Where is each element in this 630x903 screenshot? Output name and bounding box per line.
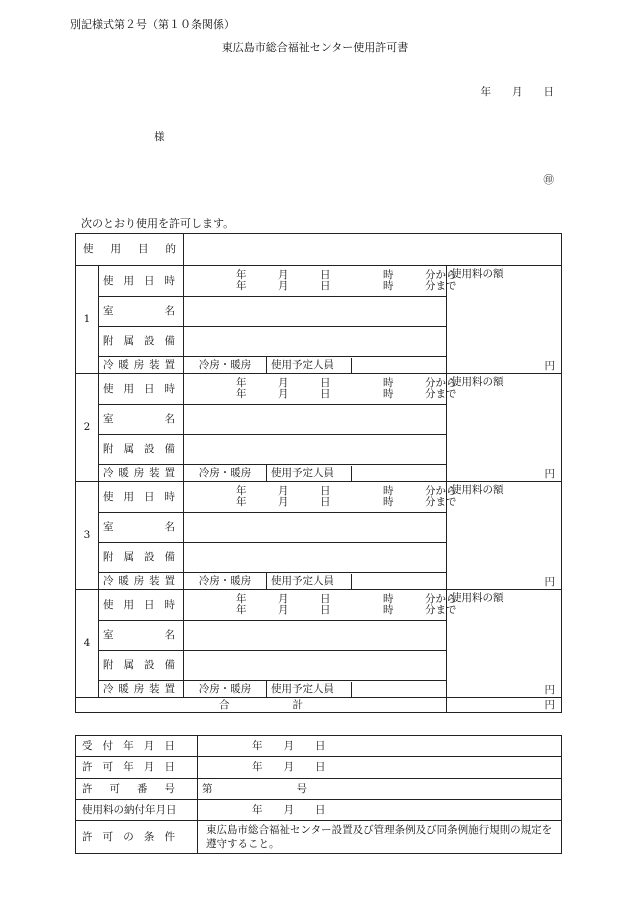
fee-paid-date-label: 使用料の納付年月日 <box>76 800 198 821</box>
expected-people-field[interactable] <box>267 357 447 374</box>
purpose-row <box>76 234 562 266</box>
issue-date-line: 年 月 日 <box>480 86 554 98</box>
datetime-label: 使用日時 <box>99 590 184 621</box>
datetime-to: 年 月 日 時 分まで <box>236 388 457 400</box>
fee-paid-date-field[interactable]: 年 月 日 <box>198 800 562 821</box>
conditions-label: 許可の条件 <box>76 821 198 854</box>
datetime-field[interactable] <box>184 590 457 621</box>
datetime-to: 年 月 日 時 分まで <box>236 280 457 292</box>
datetime-from: 年 月 日 時 分から <box>236 376 457 389</box>
fee-label: 使用料の額 <box>451 376 504 388</box>
total-row <box>76 698 562 713</box>
permission-statement: 次のとおり使用を許可します。 <box>81 217 235 230</box>
aircon-option[interactable]: 冷房・暖房 <box>184 573 267 590</box>
room-field[interactable] <box>184 621 447 651</box>
reception-table <box>75 735 562 854</box>
aircon-label: 冷暖房装置 <box>99 465 184 482</box>
datetime-field[interactable] <box>184 374 457 405</box>
document-title: 東広島市総合福祉センター使用許可書 <box>221 41 409 54</box>
permit-number-suffix: 号 <box>296 782 307 795</box>
room-label: 室名 <box>99 405 184 435</box>
expected-people-label: 使用予定人員 <box>267 466 352 481</box>
entry-datetime-row <box>76 482 562 513</box>
equipment-field[interactable] <box>184 327 447 357</box>
equipment-label: 附属設備 <box>99 543 184 573</box>
equipment-label: 附属設備 <box>99 651 184 681</box>
fee-yen: 円 <box>544 575 556 588</box>
expected-people-label: 使用予定人員 <box>267 358 352 373</box>
purpose-field[interactable] <box>184 234 562 266</box>
received-date-field[interactable]: 年 月 日 <box>198 736 562 757</box>
fee-label: 使用料の額 <box>451 484 504 496</box>
permitted-date-field[interactable]: 年 月 日 <box>198 757 562 779</box>
permitted-date-row <box>76 757 562 779</box>
expected-people-label: 使用予定人員 <box>267 682 352 697</box>
fee-yen: 円 <box>544 683 556 696</box>
entry-number: 1 <box>76 266 99 374</box>
conditions-text: 東広島市総合福祉センター設置及び管理条例及び同条例施行規則の規定を遵守すること。 <box>198 821 562 854</box>
entry-number: 3 <box>76 482 99 590</box>
room-label: 室名 <box>99 621 184 651</box>
equipment-label: 附属設備 <box>99 327 184 357</box>
datetime-label: 使用日時 <box>99 482 184 513</box>
equipment-label: 附属設備 <box>99 435 184 465</box>
recipient-honorific: 様 <box>154 131 165 143</box>
aircon-option[interactable]: 冷房・暖房 <box>184 681 267 698</box>
entry-datetime-row <box>76 590 562 621</box>
datetime-field[interactable] <box>184 482 457 513</box>
fee-cell[interactable] <box>447 482 562 590</box>
aircon-label: 冷暖房装置 <box>99 681 184 698</box>
permit-number-field[interactable] <box>198 779 562 800</box>
aircon-option[interactable]: 冷房・暖房 <box>184 357 267 374</box>
fee-cell[interactable] <box>447 374 562 482</box>
fee-cell[interactable] <box>447 590 562 698</box>
purpose-label: 使用目的 <box>76 234 184 266</box>
entry-number: 4 <box>76 590 99 698</box>
aircon-label: 冷暖房装置 <box>99 573 184 590</box>
received-date-label: 受付年月日 <box>76 736 198 757</box>
entry-datetime-row <box>76 374 562 405</box>
seal-mark: ㊞ <box>543 174 554 186</box>
usage-table <box>75 233 562 713</box>
permit-number-label: 許可番号 <box>76 779 198 800</box>
aircon-option[interactable]: 冷房・暖房 <box>184 465 267 482</box>
expected-people-field[interactable] <box>267 465 447 482</box>
expected-people-field[interactable] <box>267 681 447 698</box>
expected-people-field[interactable] <box>267 573 447 590</box>
equipment-field[interactable] <box>184 435 447 465</box>
total-yen: 円 <box>544 698 556 711</box>
entry-number: 2 <box>76 374 99 482</box>
datetime-label: 使用日時 <box>99 374 184 405</box>
datetime-from: 年 月 日 時 分から <box>236 592 457 605</box>
aircon-label: 冷暖房装置 <box>99 357 184 374</box>
room-label: 室名 <box>99 297 184 327</box>
room-field[interactable] <box>184 513 447 543</box>
fee-label: 使用料の額 <box>451 268 504 280</box>
expected-people-label: 使用予定人員 <box>267 574 352 589</box>
datetime-from: 年 月 日 時 分から <box>236 268 457 281</box>
form-identifier: 別記様式第２号（第１０条関係） <box>70 18 235 31</box>
fee-paid-date-row <box>76 800 562 821</box>
permit-number-prefix: 第 <box>202 782 213 795</box>
received-date-row <box>76 736 562 757</box>
fee-yen: 円 <box>544 359 556 372</box>
fee-yen: 円 <box>544 467 556 480</box>
entry-datetime-row <box>76 266 562 297</box>
permit-number-row <box>76 779 562 800</box>
room-field[interactable] <box>184 297 447 327</box>
total-field[interactable] <box>447 698 562 713</box>
room-field[interactable] <box>184 405 447 435</box>
equipment-field[interactable] <box>184 651 447 681</box>
equipment-field[interactable] <box>184 543 447 573</box>
datetime-field[interactable] <box>184 266 457 297</box>
conditions-row <box>76 821 562 854</box>
total-label: 合 計 <box>76 698 447 713</box>
datetime-label: 使用日時 <box>99 266 184 297</box>
datetime-to: 年 月 日 時 分まで <box>236 604 457 616</box>
fee-label: 使用料の額 <box>451 592 504 604</box>
fee-cell[interactable] <box>447 266 562 374</box>
datetime-from: 年 月 日 時 分から <box>236 484 457 497</box>
datetime-to: 年 月 日 時 分まで <box>236 496 457 508</box>
room-label: 室名 <box>99 513 184 543</box>
permitted-date-label: 許可年月日 <box>76 757 198 779</box>
